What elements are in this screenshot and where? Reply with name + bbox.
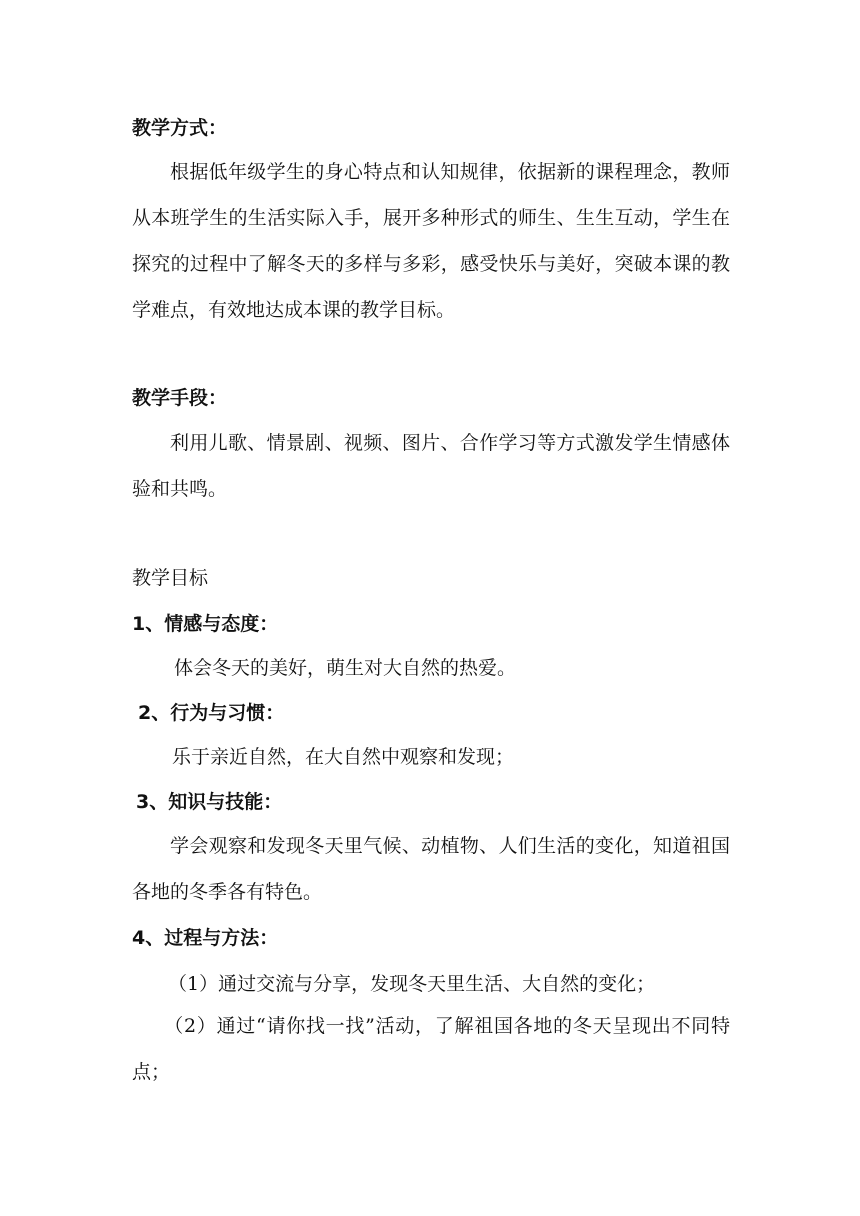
- teaching-goals-heading: 教学目标: [132, 567, 209, 589]
- goal-title-3: 3、知识与技能：: [136, 791, 283, 813]
- teaching-method-heading: 教学方式：: [132, 117, 228, 139]
- process-point-2: （2）通过“请你找一找”活动，了解祖国各地的冬天呈现出不同特点；: [132, 1015, 730, 1083]
- goal-body-2: 乐于亲近自然，在大自然中观察和发现；: [172, 746, 515, 768]
- teaching-means-heading: 教学手段：: [132, 387, 228, 409]
- goal-title-4: 4、过程与方法：: [132, 927, 279, 949]
- goal-body-1: 体会冬天的美好，萌生对大自然的热爱。: [174, 657, 517, 679]
- process-point-1: （1）通过交流与分享，发现冬天里生活、大自然的变化；: [168, 973, 656, 995]
- goal-title-2: 2、行为与习惯：: [138, 702, 285, 724]
- teaching-method-body: 根据低年级学生的身心特点和认知规律，依据新的课程理念，教师从本班学生的生活实际入手，展开多种形式的师生、生生互动，学生在探究的过程中了解冬天的多样与多彩，感受快乐与美好，突破本课的教学难点，有效地达成本课的教学目标。: [132, 161, 730, 321]
- goal-body-3: 学会观察和发现冬天里气候、动植物、人们生活的变化，知道祖国各地的冬季各有特色。: [132, 835, 730, 903]
- teaching-means-body: 利用儿歌、情景剧、视频、图片、合作学习等方式激发学生情感体验和共鸣。: [132, 432, 730, 500]
- goal-title-1: 1、情感与态度：: [132, 613, 279, 635]
